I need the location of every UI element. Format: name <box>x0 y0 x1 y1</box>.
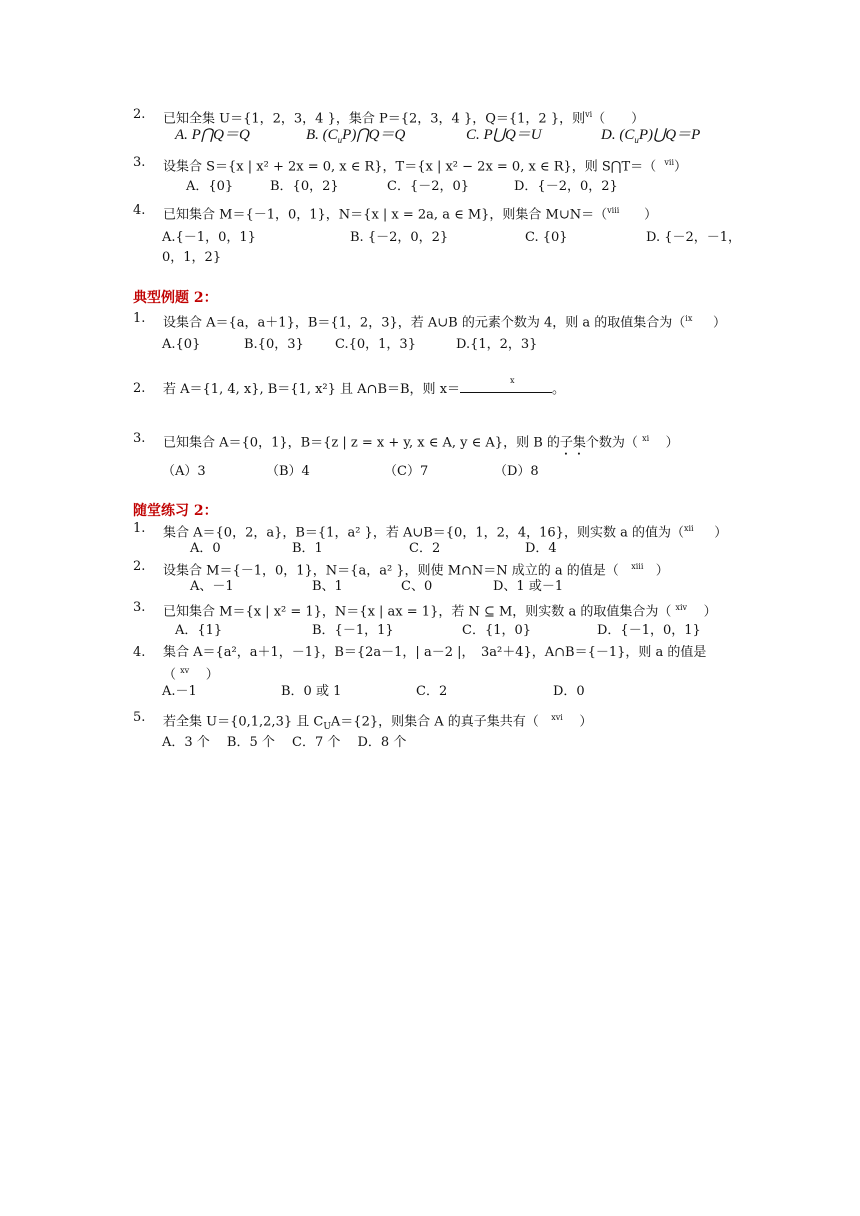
footnote-ref: xv <box>180 666 190 675</box>
stem-text: 设集合 M＝{－1，0，1}，N＝{a，a² }，则使 M∩N＝N 成立的 a 的值是（ <box>163 563 619 579</box>
footnote-ref: ix <box>685 314 693 323</box>
option-a: A．0 <box>190 541 221 556</box>
stem-end: 。 <box>552 382 566 397</box>
option-d: （D）8 <box>494 464 539 479</box>
stem-close: ） <box>665 435 679 451</box>
stem-text: 已知全集 U＝{1，2，3，4 }，集合 P＝{2，3，4 }，Q＝{1，2 }，则 <box>163 111 586 127</box>
option-a: A．{1} <box>175 623 223 638</box>
question-number: 2. <box>133 381 146 396</box>
footnote-ref: x <box>510 376 515 385</box>
option-c: C．2 <box>409 541 441 556</box>
question-stem <box>163 558 669 580</box>
section-heading: 随堂练习 2： <box>133 503 218 519</box>
question-number: 2. <box>133 559 146 574</box>
question-stem: 集合 A＝{a²，a＋1，－1}，B＝{2a－1，| a－2 |， 3a²＋4}，A∩B＝{－1}，则 a 的值是 <box>163 645 707 660</box>
stem-sub: U <box>323 721 331 732</box>
question-number: 1. <box>133 311 146 326</box>
option-b-text: B. (C <box>306 127 338 143</box>
stem-close: ） <box>644 207 658 223</box>
option-d: D.{1，2，3} <box>456 337 538 352</box>
option-d: D、1 或－1 <box>493 579 564 594</box>
paren-open: （ <box>163 667 177 683</box>
option-b: B. {－2，0，2} <box>350 230 449 245</box>
option-a: （A）3 <box>162 464 206 479</box>
stem-text: 若全集 U＝{0,1,2,3} 且 C <box>163 714 324 730</box>
question-stem <box>163 709 592 736</box>
option-list: A．3 个 B．5 个 C．7 个 D．8 个 <box>162 735 407 750</box>
stem-text-2: A＝{2}，则集合 A 的真子集共有（ <box>330 714 539 730</box>
question-number: 4. <box>133 203 146 218</box>
section-heading: 典型例题 2： <box>133 290 218 306</box>
option-b: B．0 或 1 <box>281 684 342 699</box>
option-c: C．{1，0} <box>462 623 532 638</box>
option-b <box>306 126 405 149</box>
question-stem <box>163 202 657 224</box>
option-b: （B）4 <box>266 464 310 479</box>
option-c: C．2 <box>416 684 448 699</box>
stem-close: ） <box>703 604 717 620</box>
question-number: 2. <box>133 107 146 122</box>
option-c: （C）7 <box>384 464 429 479</box>
footnote-ref: xii <box>683 524 694 533</box>
question-stem <box>163 520 727 542</box>
footnote-ref: xiv <box>675 603 688 612</box>
question-stem <box>163 154 687 176</box>
footnote-ref: xiii <box>631 562 644 571</box>
option-c: C.{0，1，3} <box>335 337 416 352</box>
question-number: 4. <box>133 645 146 660</box>
question-number: 3. <box>133 155 146 170</box>
option-d <box>601 126 700 149</box>
footnote-ref: viii <box>607 206 620 215</box>
stem-close: ） <box>205 667 219 683</box>
option-d: D. {－2，－1， <box>646 230 742 245</box>
footnote-ref: xvi <box>551 713 563 722</box>
answer-blank <box>460 376 552 393</box>
stem-text: 已知集合 M＝{－1，0，1}，N＝{x | x = 2a, a ∈ M}，则集合 M∪N＝（ <box>163 207 608 223</box>
question-number: 3. <box>133 431 146 446</box>
question-stem <box>163 310 726 332</box>
emphasized-text: 子集 <box>559 435 586 451</box>
stem-text-2: 个数为（ <box>585 435 638 451</box>
option-a: A.{－1，0，1} <box>162 230 256 245</box>
option-b: B、1 <box>312 579 343 594</box>
question-number: 5. <box>133 710 146 725</box>
stem-close: ） <box>655 563 669 579</box>
option-d: D．{－2，0，2} <box>514 179 618 194</box>
option-b: B．1 <box>292 541 323 556</box>
option-d: D．0 <box>553 684 585 699</box>
question-number: 1. <box>133 521 146 536</box>
stem-text: 设集合 S＝{x | x² + 2x = 0, x ∈ R}，T＝{x | x² − 2x = 0, x ∈ R}，则 S⋂T＝（ <box>163 159 657 175</box>
stem-close: ） <box>674 159 688 175</box>
option-b: B．{0，2} <box>270 179 339 194</box>
option-d: D．{－1，0，1} <box>597 623 701 638</box>
stem-text: 设集合 A＝{a，a＋1}，B＝{1，2，3}，若 A∪B 的元素个数为 4，则 a 的取值集合为（ <box>163 315 686 331</box>
option-d-continued: 0，1，2} <box>162 250 222 265</box>
footnote-ref: vii <box>664 158 675 167</box>
question-number: 3. <box>133 600 146 615</box>
footnote-ref: xi <box>642 434 650 443</box>
stem-text: 若 A＝{1, 4, x}, B＝{1, x²} 且 A∩B＝B，则 x＝ <box>163 382 461 397</box>
option-b-tail: P)⋂Q＝Q <box>342 127 406 143</box>
stem-close: ） <box>579 714 593 730</box>
option-c: C、0 <box>401 579 433 594</box>
stem-text: 集合 A＝{0，2，a}，B＝{1，a² }，若 A∪B＝{0，1，2，4，16}，则实数 a 的值为（ <box>163 525 684 541</box>
option-b-sub: u <box>337 135 343 145</box>
question-stem-continued <box>163 662 219 684</box>
stem-close: ） <box>713 315 727 331</box>
question-stem <box>163 430 679 458</box>
option-c: C. P⋃Q＝U <box>466 127 542 143</box>
option-c: C．{－2，0} <box>387 179 470 194</box>
option-d-sub: u <box>634 135 639 145</box>
option-a: A、－1 <box>190 579 234 594</box>
stem-text: 已知集合 A＝{0，1}，B＝{z | z = x + y, x ∈ A, y ∈ A}，则 B 的 <box>163 435 560 451</box>
stem-close: ） <box>714 525 728 541</box>
option-b: B.{0，3} <box>244 337 304 352</box>
option-a: A．{0} <box>186 179 234 194</box>
option-a: A.{0} <box>162 337 201 352</box>
stem-text: 已知集合 M＝{x | x² = 1}，N＝{x | ax = 1}，若 N ⊆ M，则实数 a 的取值集合为（ <box>163 604 672 620</box>
option-d-tail: P)⋃Q＝P <box>638 127 701 143</box>
answer-paren: （ ） <box>592 111 645 127</box>
question-stem <box>163 599 717 621</box>
option-c: C. {0} <box>525 230 568 245</box>
question-stem <box>163 376 566 399</box>
option-a: A.－1 <box>162 684 197 699</box>
option-b: B．{－1，1} <box>312 623 394 638</box>
option-a: A. P⋂Q＝Q <box>175 127 250 143</box>
option-d: D．4 <box>525 541 557 556</box>
footnote-ref: vi <box>585 110 593 119</box>
option-d-text: D. (C <box>601 127 635 143</box>
question-stem <box>163 106 644 128</box>
